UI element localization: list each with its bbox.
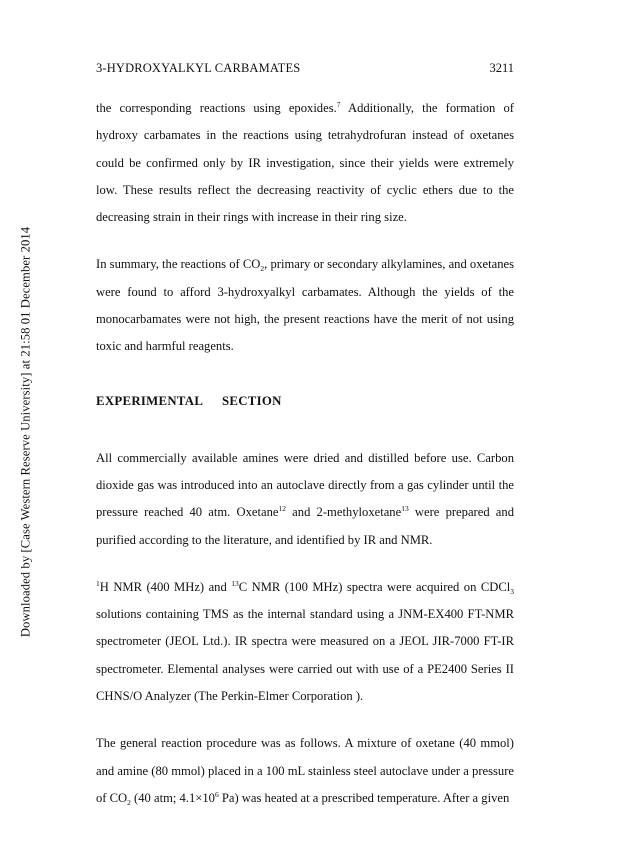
text-run: C NMR (100 MHz) spectra were acquired on CDCl <box>238 579 511 594</box>
paragraph-materials <box>96 445 514 554</box>
isotope-superscript: 1 <box>96 578 100 588</box>
text-run: All commercially available amines were dried and distilled before use. Carbon dioxide gas was introduced into an autoclave directly from a gas cylinder until the pressure reached 40 atm. Oxetane <box>96 450 514 520</box>
paragraph-procedure <box>96 730 514 812</box>
running-header <box>96 61 514 76</box>
page-body <box>96 95 514 812</box>
running-head-title: 3-HYDROXYALKYL CARBAMATES <box>96 61 301 75</box>
reference-superscript: 13 <box>401 504 409 514</box>
text-run: , primary or secondary alkylamines, and oxetanes were found to afford 3-hydroxyalkyl carbamates. Although the yields of the monocarbamates were not high, the present reactions have the merit of not using toxic and harmful reagents. <box>96 257 514 354</box>
subscript: 2 <box>260 264 265 274</box>
exponent-superscript: 6 <box>214 789 219 799</box>
paragraph-continuation <box>96 95 514 231</box>
paragraph-summary <box>96 251 514 360</box>
subscript: 2 <box>127 797 131 807</box>
isotope-superscript: 13 <box>231 578 239 588</box>
text-run: were prepared and purified according to the literature, and identified by IR and NMR. <box>96 505 514 547</box>
page-number: 3211 <box>489 61 514 75</box>
text-run: and 2-methyloxetane <box>285 505 402 520</box>
text-run: Additionally, the formation of hydroxy carbamates in the reactions using tetrahydrofuran instead of oxetanes could be confirmed only by IR investigation, since their yields were extremely low. These results reflect the decreasing reactivity of cyclic ethers due to the decreasing strain in their rings with increase in their ring size. <box>96 101 514 225</box>
text-run: (40 atm; 4.1×10 <box>130 790 215 805</box>
download-note: Downloaded by [Case Western Reserve University] at 21:58 01 December 2014 <box>18 226 33 638</box>
text-run: Pa) was heated at a prescribed temperature. After a given <box>218 790 510 805</box>
text-run: the corresponding reactions using epoxides. <box>96 101 337 115</box>
reference-superscript: 12 <box>278 504 286 514</box>
text-run: H NMR (400 MHz) and <box>99 579 232 594</box>
subscript: 3 <box>510 586 514 596</box>
reference-superscript: 7 <box>336 100 341 109</box>
section-heading: EXPERIMENTAL SECTION <box>96 393 282 408</box>
paragraph-instruments <box>96 574 514 710</box>
text-run: solutions containing TMS as the internal standard using a JNM-EX400 FT-NMR spectrometer (JEOL Ltd.). IR spectra were measured on a JEOL JIR-7000 FT-IR spectrometer. Elemental analyses were carried out with use of a PE2400 Series II CHNS/O Analyzer (The Perkin-Elmer Corporation ). <box>96 607 514 704</box>
text-run: In summary, the reactions of CO <box>96 257 261 272</box>
text-run: The general reaction procedure was as follows. A mixture of oxetane (40 mmol) and amine (80 mmol) placed in a 100 mL stainless steel autoclave under a pressure of CO <box>96 736 514 805</box>
